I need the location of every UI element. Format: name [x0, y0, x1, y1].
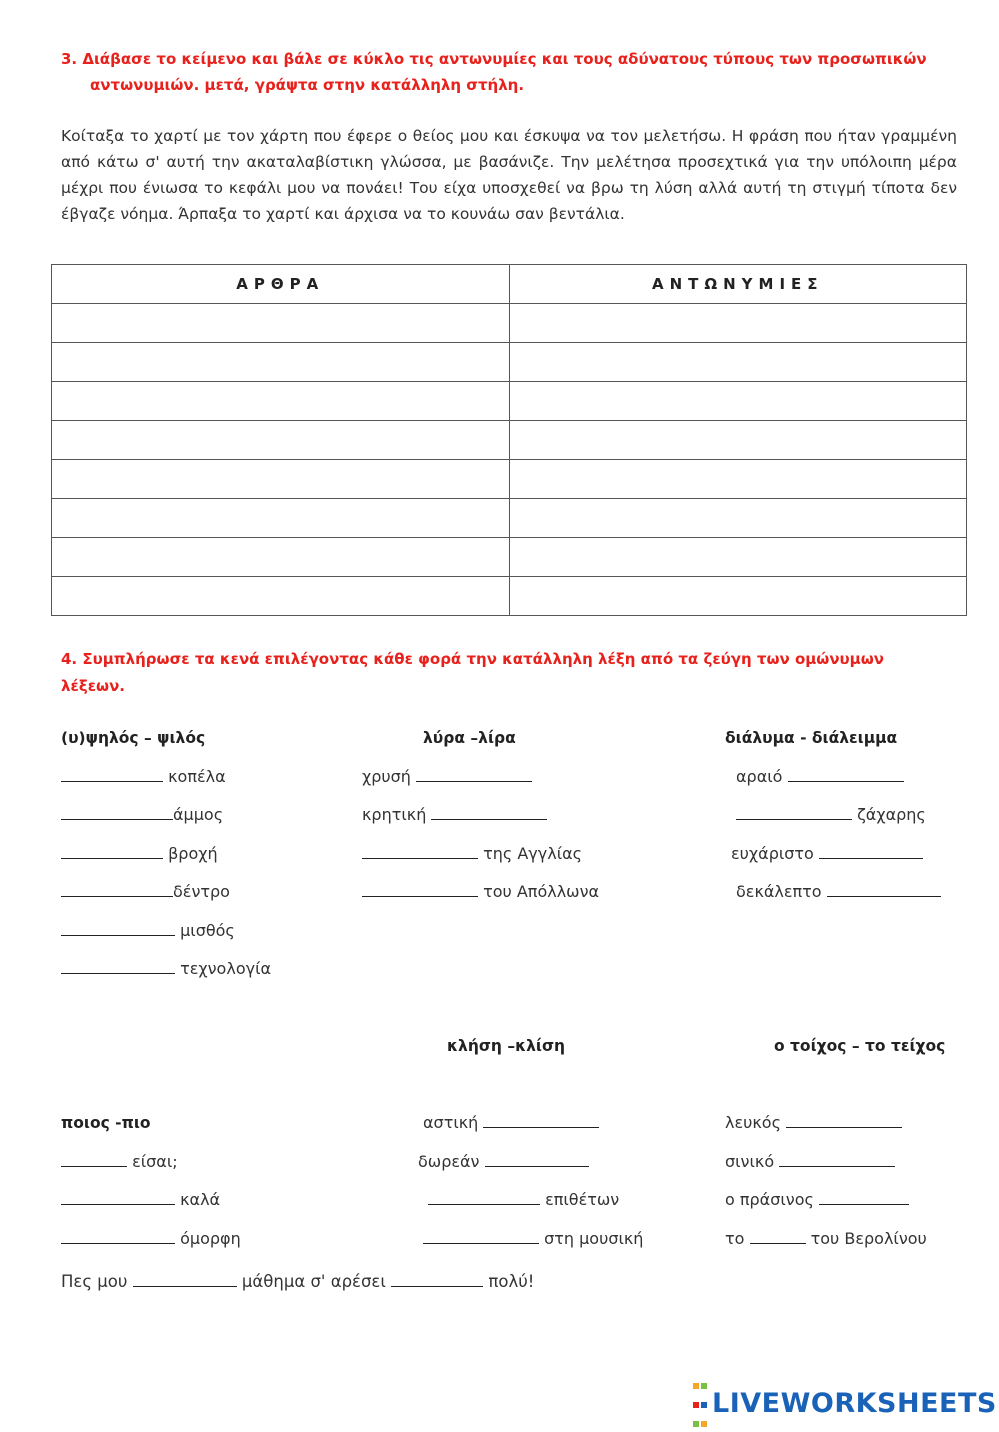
answer-cell[interactable]	[52, 304, 510, 343]
answer-cell[interactable]	[509, 538, 967, 577]
table-header-pronouns: ΑΝΤΩΝΥΜΙΕΣ	[509, 265, 967, 304]
table-row	[52, 460, 967, 499]
group6-heading: ποιος -πιο	[61, 1114, 151, 1132]
table-row	[52, 577, 967, 616]
answer-cell[interactable]	[52, 343, 510, 382]
blank-field[interactable]	[61, 1190, 175, 1205]
ex4-title-line1: 4. Συμπλήρωσε τα κενά επιλέγοντας κάθε φορά την κατάλληλη λέξη από τα ζεύγη των ομώνυμων	[61, 650, 884, 668]
sentence-item	[61, 1272, 534, 1291]
list-item	[61, 959, 271, 978]
liveworksheets-logo	[692, 1375, 997, 1432]
item-word: το	[725, 1229, 745, 1248]
item-word: ζάχαρης	[857, 805, 926, 824]
answer-cell[interactable]	[52, 382, 510, 421]
blank-field[interactable]	[736, 805, 852, 820]
blank-field[interactable]	[827, 882, 941, 897]
blank-field[interactable]	[61, 882, 173, 897]
item-word: όμορφη	[180, 1229, 241, 1248]
list-item	[61, 1229, 241, 1248]
table-header-articles: ΑΡΘΡΑ	[52, 265, 510, 304]
item-word: άμμος	[173, 805, 224, 824]
list-item	[725, 1229, 927, 1248]
ex3-paragraph: Κοίταξα το χαρτί με τον χάρτη που έφερε ο θείος μου και έσκυψα να τον μελετήσω. Η φράση που ήταν γραμμένη από κάτω σ' αυτή την ακαταλαβίστικη γλώσσα, με βασάνιζε. Την μελέτησα προσεχτικά για την υπόλοιπη μέρα μέχρι που ένιωσα το κεφάλι μου να πονάει! Του είχα υποσχεθεί να βρω τη λύση αλλά αυτή τη στιγμή τίποτα δεν έβγαζε νόημα. Άρπαξα το χαρτί και άρχισα να το κουνάω σαν βεντάλια.	[61, 127, 957, 223]
item-word: του Βερολίνου	[810, 1229, 927, 1248]
item-word: λευκός	[725, 1113, 781, 1132]
item-word: επιθέτων	[545, 1190, 620, 1209]
blank-field[interactable]	[61, 805, 173, 820]
blank-field[interactable]	[61, 844, 163, 859]
answer-cell[interactable]	[509, 382, 967, 421]
list-item	[61, 882, 230, 901]
blank-field[interactable]	[61, 767, 163, 782]
item-word: σινικό	[725, 1152, 775, 1171]
item-word: ο πράσινος	[725, 1190, 814, 1209]
list-item	[423, 1113, 599, 1132]
answer-cell[interactable]	[509, 499, 967, 538]
blank-field[interactable]	[61, 1229, 175, 1244]
list-item	[61, 1190, 220, 1209]
list-item	[725, 1152, 895, 1171]
ex4-title-line2: λέξεων.	[61, 677, 126, 695]
blank-field[interactable]	[483, 1113, 599, 1128]
list-item	[61, 805, 223, 824]
blank-field[interactable]	[133, 1272, 237, 1287]
list-item	[736, 882, 941, 901]
list-item	[725, 1190, 909, 1209]
item-word: ευχάριστο	[731, 844, 814, 863]
blank-field[interactable]	[428, 1190, 540, 1205]
list-item	[731, 844, 923, 863]
ex3-table	[51, 264, 967, 616]
blank-field[interactable]	[61, 1152, 127, 1167]
answer-cell[interactable]	[509, 343, 967, 382]
blank-field[interactable]	[362, 882, 478, 897]
item-word: δωρεάν	[418, 1152, 480, 1171]
item-word: δεκάλεπτο	[736, 882, 822, 901]
group1-heading: (υ)ψηλός – ψιλός	[61, 729, 206, 747]
item-word: αραιό	[736, 767, 783, 786]
group3-heading: διάλυμα - διάλειμμα	[725, 729, 898, 747]
table-row	[52, 343, 967, 382]
item-word: της Αγγλίας	[483, 844, 583, 863]
blank-field[interactable]	[362, 844, 478, 859]
item-word: αστική	[423, 1113, 479, 1132]
answer-cell[interactable]	[52, 460, 510, 499]
blank-field[interactable]	[750, 1229, 806, 1244]
list-item	[61, 767, 226, 786]
logo-text: LIVEWORKSHEETS	[712, 1388, 997, 1419]
blank-field[interactable]	[786, 1113, 902, 1128]
logo-blocks-icon	[692, 1375, 708, 1432]
blank-field[interactable]	[485, 1152, 589, 1167]
blank-field[interactable]	[819, 1190, 909, 1205]
answer-cell[interactable]	[52, 421, 510, 460]
item-word: βροχή	[168, 844, 218, 863]
blank-field[interactable]	[423, 1229, 539, 1244]
list-item	[423, 1229, 643, 1248]
group4-heading: κλήση –κλίση	[447, 1037, 566, 1055]
list-item	[428, 1190, 619, 1209]
list-item	[362, 767, 532, 786]
table-row	[52, 304, 967, 343]
item-word: δέντρο	[173, 882, 230, 901]
sentence-part: Πες μου	[61, 1272, 128, 1291]
sentence-part: μάθημα σ' αρέσει	[241, 1272, 386, 1291]
item-word: καλά	[180, 1190, 221, 1209]
blank-field[interactable]	[391, 1272, 483, 1287]
list-item	[418, 1152, 589, 1171]
blank-field[interactable]	[61, 921, 175, 936]
item-word: χρυσή	[362, 767, 411, 786]
group2-heading: λύρα –λίρα	[423, 729, 516, 747]
table-row	[52, 382, 967, 421]
list-item	[362, 805, 547, 824]
list-item	[61, 921, 235, 940]
answer-cell[interactable]	[52, 499, 510, 538]
ex3-title-line1: 3. Διάβασε το κείμενο και βάλε σε κύκλο τις αντωνυμίες και τους αδύνατους τύπους των προσωπικών	[61, 50, 927, 68]
blank-field[interactable]	[788, 767, 904, 782]
list-item	[61, 844, 218, 863]
item-word: στη μουσική	[544, 1229, 644, 1248]
table-row	[52, 538, 967, 577]
list-item	[736, 767, 904, 786]
list-item	[725, 1113, 902, 1132]
list-item	[736, 805, 926, 824]
table-row	[52, 499, 967, 538]
sentence-part: πολύ!	[488, 1272, 535, 1291]
blank-field[interactable]	[61, 959, 175, 974]
item-word: του Απόλλωνα	[483, 882, 600, 901]
answer-cell[interactable]	[509, 304, 967, 343]
item-word: τεχνολογία	[180, 959, 272, 978]
list-item	[61, 1152, 178, 1171]
ex3-title-line2: αντωνυμιών. μετά, γράψτα στην κατάλληλη στήλη.	[90, 76, 525, 94]
blank-field[interactable]	[819, 844, 923, 859]
table-row	[52, 421, 967, 460]
list-item	[362, 844, 582, 863]
blank-field[interactable]	[779, 1152, 895, 1167]
answer-cell[interactable]	[52, 538, 510, 577]
item-word: κοπέλα	[168, 767, 226, 786]
item-word: είσαι;	[132, 1152, 178, 1171]
blank-field[interactable]	[431, 805, 547, 820]
answer-cell[interactable]	[509, 460, 967, 499]
item-word: μισθός	[180, 921, 235, 940]
answer-cell[interactable]	[52, 577, 510, 616]
item-word: κρητική	[362, 805, 427, 824]
blank-field[interactable]	[416, 767, 532, 782]
group5-heading: ο τοίχος – το τείχος	[774, 1037, 946, 1055]
answer-cell[interactable]	[509, 577, 967, 616]
list-item	[362, 882, 599, 901]
answer-cell[interactable]	[509, 421, 967, 460]
